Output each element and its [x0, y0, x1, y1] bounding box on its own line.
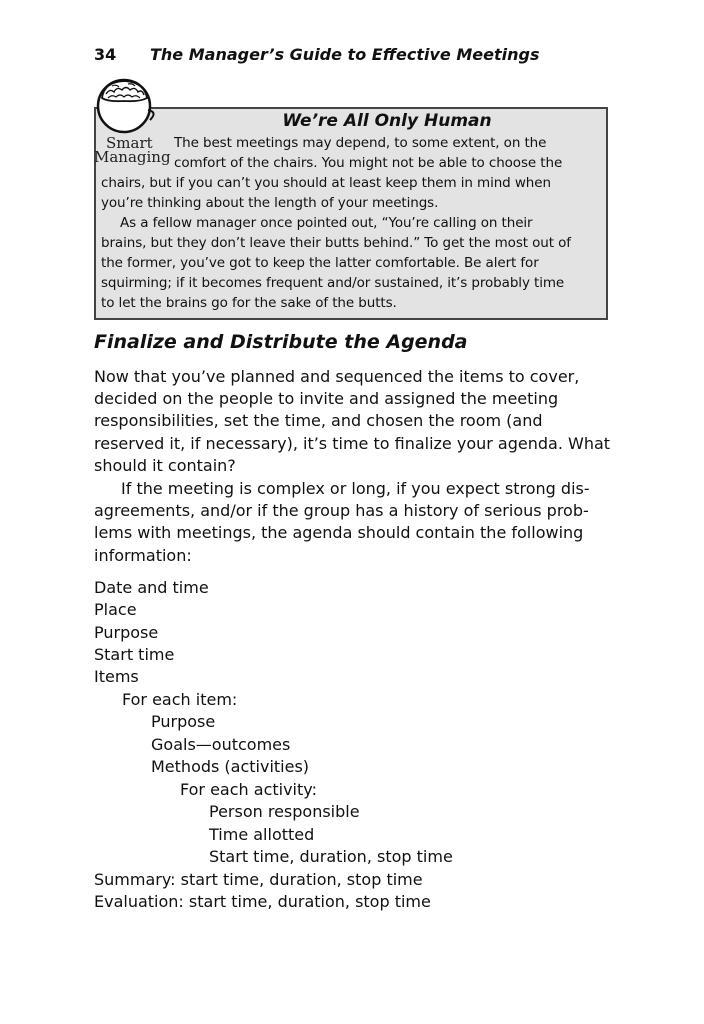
- icon-label-smart: Smart: [106, 134, 153, 152]
- sidebar-line: The best meetings may depend, to some extent, on the: [174, 135, 547, 151]
- smart-managing-icon: [92, 76, 171, 168]
- paragraph-line: agreements, and/or if the group has a history of serious prob-: [94, 501, 589, 520]
- sidebar-title: We’re All Only Human: [282, 111, 492, 131]
- sidebar-line: the former, you’ve got to keep the latter comfortable. Be alert for: [101, 255, 539, 271]
- paragraph-line: decided on the people to invite and assigned the meeting: [94, 389, 559, 408]
- agenda-item: Summary: start time, duration, stop time: [94, 870, 423, 889]
- paragraph-line: reserved it, if necessary), it’s time to finalize your agenda. What: [94, 434, 611, 453]
- agenda-subitem: Methods (activities): [151, 757, 310, 776]
- agenda-item: Start time: [94, 645, 175, 664]
- page-number: 34: [94, 45, 117, 64]
- agenda-subitem: Start time, duration, stop time: [209, 847, 453, 866]
- sidebar-line: brains, but they don’t leave their butts behind.” To get the most out of: [101, 235, 571, 251]
- agenda-subitem: Purpose: [151, 712, 216, 731]
- paragraph-line: should it contain?: [94, 456, 236, 475]
- section-heading: Finalize and Distribute the Agenda: [94, 331, 468, 353]
- agenda-subitem: Time allotted: [209, 825, 315, 844]
- sidebar-line: squirming; if it becomes frequent and/or sustained, it’s probably time: [101, 275, 565, 291]
- agenda-item: Date and time: [94, 578, 209, 597]
- agenda-subitem: Person responsible: [209, 802, 360, 821]
- agenda-subitem: For each activity:: [180, 780, 317, 799]
- paragraph-line: lems with meetings, the agenda should contain the following: [94, 523, 584, 542]
- paragraph-line: information:: [94, 546, 192, 565]
- brain-head-icon: [92, 76, 168, 136]
- sidebar-line: chairs, but if you can’t you should at least keep them in mind when: [101, 175, 551, 191]
- sidebar-line: comfort of the chairs. You might not be able to choose the: [174, 155, 563, 171]
- icon-label-managing: Managing: [94, 148, 171, 166]
- paragraph-line: If the meeting is complex or long, if you expect strong dis-: [121, 479, 590, 498]
- book-title: The Manager’s Guide to Effective Meetings: [150, 45, 540, 64]
- sidebar-line: to let the brains go for the sake of the butts.: [101, 295, 397, 311]
- paragraph-line: Now that you’ve planned and sequenced the items to cover,: [94, 367, 580, 386]
- agenda-item: Place: [94, 600, 137, 619]
- agenda-subitem: Goals—outcomes: [151, 735, 291, 754]
- agenda-item: Purpose: [94, 623, 159, 642]
- agenda-item: Evaluation: start time, duration, stop time: [94, 892, 431, 911]
- sidebar-line: As a fellow manager once pointed out, “You’re calling on their: [120, 215, 533, 231]
- sidebar-line: you’re thinking about the length of your meetings.: [101, 195, 439, 211]
- running-header: [94, 45, 539, 64]
- agenda-item: Items: [94, 667, 139, 686]
- agenda-subitem: For each item:: [122, 690, 238, 709]
- paragraph-line: responsibilities, set the time, and chosen the room (and: [94, 411, 543, 430]
